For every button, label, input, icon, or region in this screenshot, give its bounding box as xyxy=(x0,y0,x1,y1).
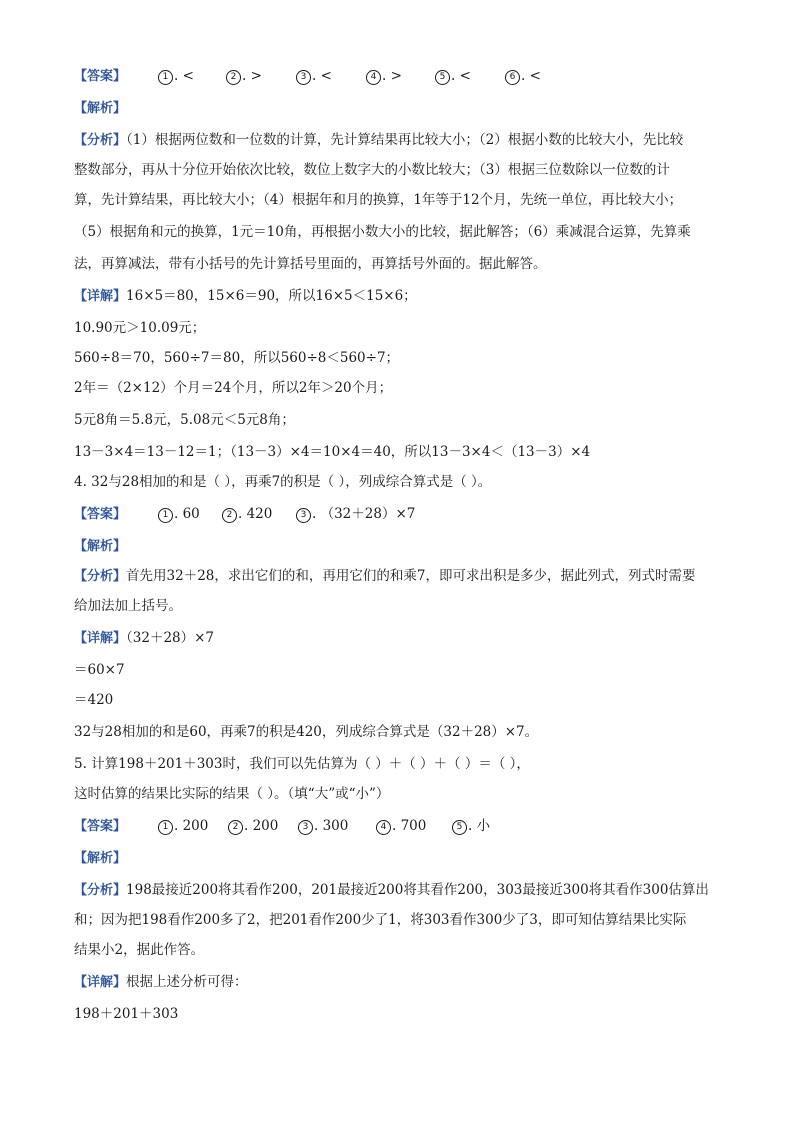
answer-row-1 xyxy=(74,66,724,87)
analysis-line: 整数部分，再从十分位开始依次比较，数位上数字大的小数比较大；（3）根据三位数除以一位数的计 xyxy=(74,162,670,178)
analysis-line: 【分析】198最接近200将其看作200，201最接近200将其看作200，303最接近300将其看作300估算出 xyxy=(74,882,709,898)
question-5: 5. 计算198＋201＋303时，我们可以先估算为（ ）＋（ ）＋（ ）＝（ ）， xyxy=(74,756,530,772)
question-5: 这时估算的结果比实际的结果（ ）。（填“大”或“小”） xyxy=(74,786,390,802)
detail-line: 32与28相加的和是60，再乘7的积是420，列成综合算式是（32＋28）×7。 xyxy=(74,724,539,740)
answer-item: 5 . < xyxy=(435,66,471,86)
answer-item: 2 . 420 xyxy=(222,504,272,524)
analysis-heading: 【解析】 xyxy=(74,851,127,866)
answer-item: 2 . 200 xyxy=(228,816,278,836)
detail-line: 【详解】16×5＝80，15×6＝90，所以16×5＜15×6； xyxy=(74,288,417,304)
answer-item: 2 . > xyxy=(226,66,262,86)
answer-item: 4 . > xyxy=(366,66,402,86)
answer-item: 3 . < xyxy=(296,66,332,86)
analysis-heading: 【解析】 xyxy=(74,539,127,554)
answer-item: 5 . 小 xyxy=(452,816,490,836)
answer-item: 4 . 700 xyxy=(376,816,426,836)
analysis-line: 给加法加上括号。 xyxy=(74,598,182,614)
question-4: 4. 32与28相加的和是（ ），再乘7的积是（ ），列成综合算式是（ ）。 xyxy=(74,474,492,490)
detail-line: 560÷8＝70，560÷7＝80，所以560÷8＜560÷7； xyxy=(74,350,400,366)
answer-row-5 xyxy=(74,816,724,837)
answer-item: 3 . （32＋28）×7 xyxy=(296,504,415,524)
answer-label: 【答案】 xyxy=(74,69,127,84)
detail-line: 10.90元＞10.09元； xyxy=(74,320,206,336)
answer-item: 1 . 60 xyxy=(158,504,200,524)
answer-label: 【答案】 xyxy=(74,819,127,834)
answer-item: 6 . < xyxy=(505,66,541,86)
detail-line: ＝420 xyxy=(74,692,114,708)
answer-label: 【答案】 xyxy=(74,507,127,522)
detail-line: 198＋201＋303 xyxy=(74,1006,179,1022)
analysis-line: 【分析】首先用32＋28，求出它们的和，再用它们的和乘7，即可求出积是多少，据此列式，列式时需要 xyxy=(74,568,696,584)
answer-item: 1 . < xyxy=(158,66,194,86)
analysis-heading: 【解析】 xyxy=(74,101,127,116)
answer-item: 1 . 200 xyxy=(158,816,208,836)
detail-line: ＝60×7 xyxy=(74,662,125,678)
analysis-line: 结果小2，据此作答。 xyxy=(74,942,205,958)
detail-line: 5元8角＝5.8元，5.08元＜5元8角； xyxy=(74,412,295,428)
analysis-line: 和；因为把198看作200多了2，把201看作200少了1，将303看作300少了3，即可知估算结果比实际 xyxy=(74,912,687,928)
analysis-line: （5）根据角和元的换算，1元＝10角，再根据小数大小的比较，据此解答；（6）乘减混合运算，先算乘 xyxy=(74,224,691,240)
detail-line: 2年＝（2×12）个月＝24个月，所以2年＞20个月； xyxy=(74,380,393,396)
detail-line: 13－3×4＝13－12＝1；（13－3）×4＝10×4＝40，所以13－3×4＜（13－3）×4 xyxy=(74,444,591,460)
answer-row-4 xyxy=(74,504,724,525)
analysis-line: 法，再算减法，带有小括号的先计算括号里面的，再算括号外面的。据此解答。 xyxy=(74,256,547,272)
detail-line: 【详解】（32＋28）×7 xyxy=(74,630,215,646)
detail-line: 【详解】根据上述分析可得： xyxy=(74,974,248,990)
answer-item: 3 . 300 xyxy=(298,816,348,836)
analysis-line: 【分析】（1）根据两位数和一位数的计算，先计算结果再比较大小；（2）根据小数的比较大小，先比较 xyxy=(74,132,684,148)
analysis-line: 算，先计算结果，再比较大小；（4）根据年和月的换算，1年等于12个月，先统一单位，再比较大小； xyxy=(74,192,683,208)
